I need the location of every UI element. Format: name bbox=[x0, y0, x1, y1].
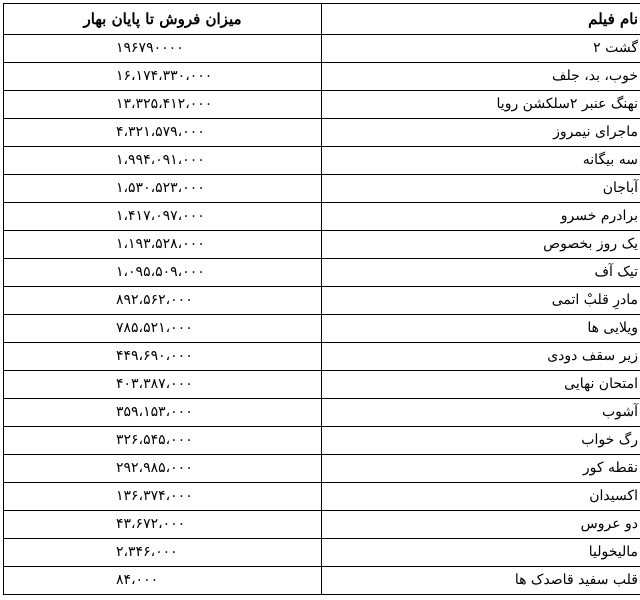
sales-cell: ۱،۵۳۰،۵۲۳،۰۰۰ bbox=[4, 175, 322, 203]
film-name-cell: اکسیدان bbox=[322, 483, 640, 511]
table-header-row bbox=[4, 4, 640, 35]
table-row bbox=[4, 35, 640, 63]
sales-cell: ۴۳،۶۷۲،۰۰۰ bbox=[4, 511, 322, 539]
sales-cell: ۸۹۲،۵۶۲،۰۰۰ bbox=[4, 287, 322, 315]
table-row bbox=[4, 427, 640, 455]
sales-cell: ۱،۰۹۵،۵۰۹،۰۰۰ bbox=[4, 259, 322, 287]
box-office-table bbox=[3, 3, 640, 595]
table-row bbox=[4, 119, 640, 147]
table-row bbox=[4, 483, 640, 511]
table-row bbox=[4, 567, 640, 595]
column-header-film-name: نام فیلم bbox=[322, 4, 640, 35]
table-row bbox=[4, 175, 640, 203]
sales-cell: ۳۲۶،۵۴۵،۰۰۰ bbox=[4, 427, 322, 455]
film-name-cell: سه بیگانه bbox=[322, 147, 640, 175]
sales-cell: ۱۹۶۷۹۰۰۰۰ bbox=[4, 35, 322, 63]
film-name-cell: رگ خواب bbox=[322, 427, 640, 455]
column-header-sales: میزان فروش تا پایان بهار bbox=[4, 4, 322, 35]
table-row bbox=[4, 371, 640, 399]
sales-cell: ۱۶،۱۷۴،۳۳۰،۰۰۰ bbox=[4, 63, 322, 91]
sales-cell: ۱،۴۱۷،۰۹۷،۰۰۰ bbox=[4, 203, 322, 231]
table-body bbox=[4, 35, 640, 595]
sales-cell: ۴۰۳،۳۸۷،۰۰۰ bbox=[4, 371, 322, 399]
table-row bbox=[4, 91, 640, 119]
film-name-cell: برادرم خسرو bbox=[322, 203, 640, 231]
film-name-cell: مادرِ قلبْ اتمی bbox=[322, 287, 640, 315]
table-row bbox=[4, 203, 640, 231]
sales-cell: ۱۳،۳۲۵،۴۱۲،۰۰۰ bbox=[4, 91, 322, 119]
film-name-cell: ماجرای نیمروز bbox=[322, 119, 640, 147]
film-name-cell: نهنگ عنبر ۲سلکشن رویا bbox=[322, 91, 640, 119]
film-name-cell: آشوب bbox=[322, 399, 640, 427]
table-row bbox=[4, 455, 640, 483]
sales-cell: ۳۵۹،۱۵۳،۰۰۰ bbox=[4, 399, 322, 427]
film-name-cell: امتحان نهایی bbox=[322, 371, 640, 399]
film-name-cell: تیک آف bbox=[322, 259, 640, 287]
film-name-cell: ویلایی ها bbox=[322, 315, 640, 343]
table-row bbox=[4, 315, 640, 343]
table-row bbox=[4, 399, 640, 427]
film-name-cell: مالیخولیا bbox=[322, 539, 640, 567]
table-row bbox=[4, 259, 640, 287]
sales-cell: ۲۹۲،۹۸۵،۰۰۰ bbox=[4, 455, 322, 483]
film-name-cell: خوب، بد، جلف bbox=[322, 63, 640, 91]
table-row bbox=[4, 511, 640, 539]
film-name-cell: آباجان bbox=[322, 175, 640, 203]
film-name-cell: نقطه کور bbox=[322, 455, 640, 483]
sales-cell: ۴،۳۲۱،۵۷۹،۰۰۰ bbox=[4, 119, 322, 147]
sales-cell: ۱،۹۹۴،۰۹۱،۰۰۰ bbox=[4, 147, 322, 175]
film-name-cell: گشت ۲ bbox=[322, 35, 640, 63]
table-row bbox=[4, 287, 640, 315]
film-name-cell: دو عروس bbox=[322, 511, 640, 539]
sales-table-container bbox=[3, 3, 636, 595]
sales-cell: ۸۴،۰۰۰ bbox=[4, 567, 322, 595]
table-row bbox=[4, 63, 640, 91]
sales-cell: ۱۳۶،۳۷۴،۰۰۰ bbox=[4, 483, 322, 511]
film-name-cell: یک روز بخصوص bbox=[322, 231, 640, 259]
film-name-cell: قلب سفید قاصدک ها bbox=[322, 567, 640, 595]
sales-cell: ۷۸۵،۵۲۱،۰۰۰ bbox=[4, 315, 322, 343]
sales-cell: ۴۴۹،۶۹۰،۰۰۰ bbox=[4, 343, 322, 371]
table-row bbox=[4, 539, 640, 567]
sales-cell: ۱،۱۹۳،۵۲۸،۰۰۰ bbox=[4, 231, 322, 259]
table-row bbox=[4, 147, 640, 175]
table-row bbox=[4, 343, 640, 371]
film-name-cell: زیر سقف دودی bbox=[322, 343, 640, 371]
table-row bbox=[4, 231, 640, 259]
sales-cell: ۲،۳۴۶،۰۰۰ bbox=[4, 539, 322, 567]
